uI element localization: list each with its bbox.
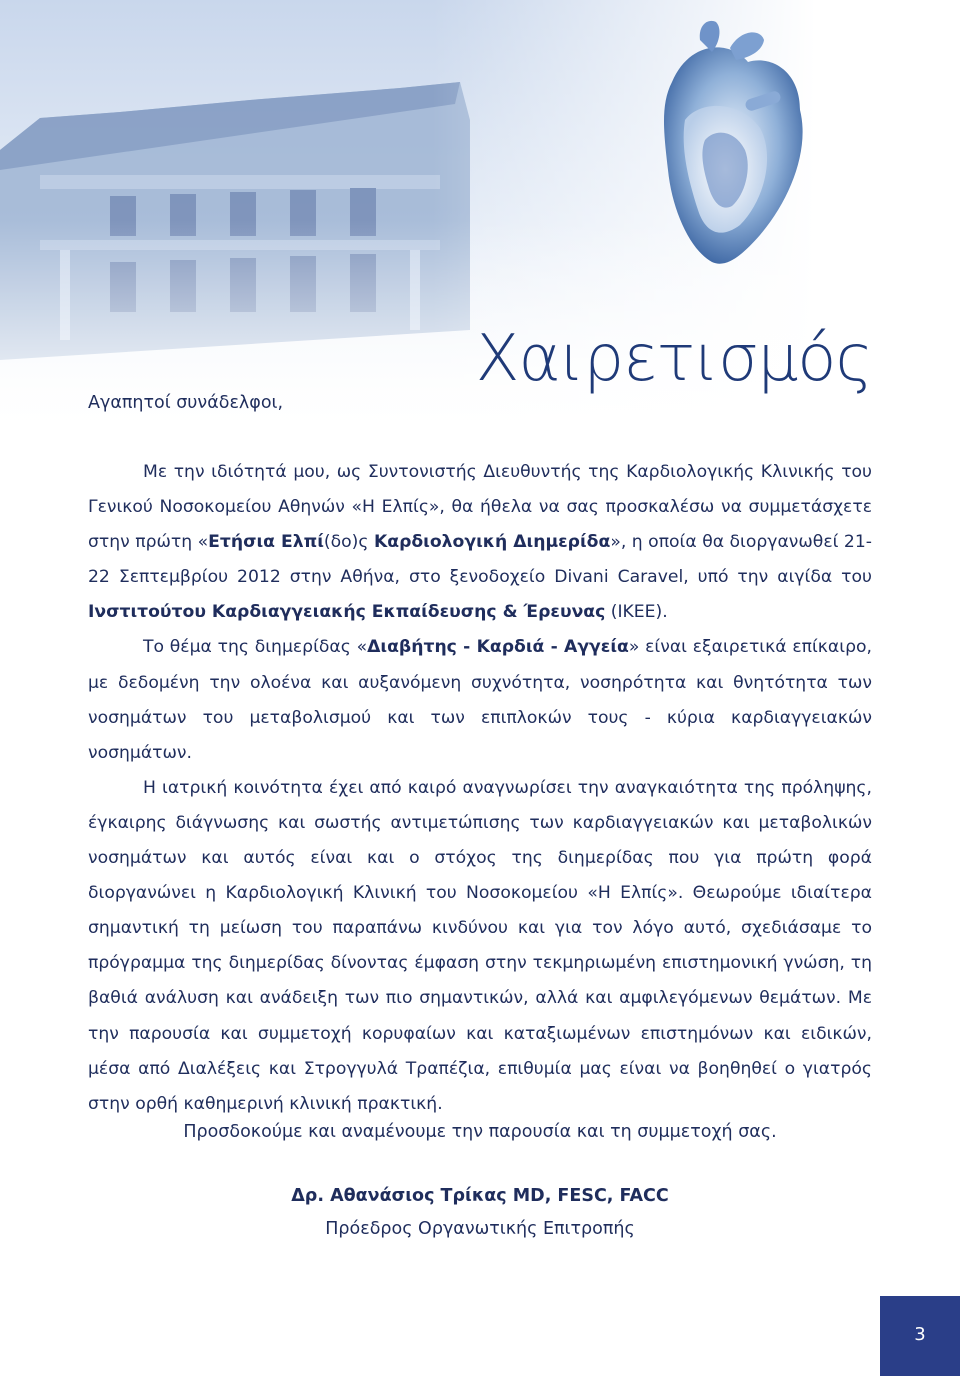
signature-name: Δρ. Αθανάσιος Τρίκας MD, FESC, FACC	[291, 1186, 669, 1206]
paragraph-1-text-1: Με την ιδιότητά μου, ως Συντονιστής Διευθυντής της Καρδιολογικής Κλινικής του Γενικού Νοσοκομείου Αθηνών «Η Ελπίς», θα ήθελα να σας προσκαλέσω να συμμετάσχετε στην πρώτη «	[88, 462, 872, 553]
letter-body	[88, 455, 872, 1122]
greeting: Αγαπητοί συνάδελφοι,	[88, 393, 284, 413]
paragraph-1	[88, 455, 872, 630]
event-name-part-1: Ετήσια Ελπί	[208, 532, 324, 553]
paragraph-1-text-3: », η οποία θα διοργανωθεί 21-22 Σεπτεμβρίου 2012 στην Αθήνα, στο ξενοδοχείο Divani Caravel, υπό την αιγίδα του	[88, 532, 872, 588]
paragraph-2-text-1: Το θέμα της διημερίδας «	[143, 637, 368, 658]
paragraph-3: Η ιατρική κοινότητα έχει από καιρό αναγνωρίσει την αναγκαιότητα της πρόληψης, έγκαιρης διάγνωσης και σωστής αντιμετώπισης των καρδιαγγειακών και μεταβολικών νοσημάτων και αυτός είναι και ο στόχος της διημερίδας που για πρώτη φορά διοργανώνει η Καρδιολογική Κλινική του Νοσοκομείου «Η Ελπίς». Θεωρούμε ιδιαίτερα σημαντική τη μείωση του παραπάνω κινδύνου και για τον λόγο αυτό, σχεδιάσαμε το πρόγραμμα της διημερίδας δίνοντας έμφαση στην τεκμηριωμένη επιστημονική γνώση, τη βαθιά ανάλυση και ανάδειξη των πιο σημαντικών, αλλά και αμφιλεγόμενων θεμάτων. Με την παρουσία και συμμετοχή κορυφαίων και καταξιωμένων επιστημόνων και ειδικών, μέσα από Διαλέξεις και Στρογγυλά Τραπέζια, επιθυμία μας είναι να βοηθηθεί ο γιατρός στην ορθή καθημερινή κλινική πρακτική.	[88, 777, 872, 1114]
topic-name: Διαβήτης - Καρδιά - Αγγεία	[367, 637, 629, 658]
signature-role: Πρόεδρος Οργανωτικής Επιτροπής	[325, 1219, 635, 1239]
page-number: 3	[914, 1324, 926, 1345]
page-number-badge	[880, 1296, 960, 1376]
event-name-part-2: Καρδιολογική Διημερίδα	[373, 532, 611, 553]
paragraph-2-text-2: » είναι εξαιρετικά επίκαιρο, με δεδομένη την ολοένα και αυξανόμενη συχνότητα, νοσηρότητα και θνητότητα των νοσημάτων του μεταβολισμού και των επιπλοκών τους - κύρια καρδιαγγειακών νοσημάτων.	[88, 637, 872, 763]
closing-line: Προσδοκούμε και αναμένουμε την παρουσία και τη συμμετοχή σας.	[183, 1122, 777, 1142]
page-title: Χαιρετισμός	[475, 322, 872, 396]
paragraph-1-text-2: (δο)ς	[323, 532, 374, 553]
paragraph-1-text-4: (ΙΚΕΕ).	[605, 602, 668, 623]
paragraph-2	[88, 630, 872, 770]
institute-name: Ινστιτούτου Καρδιαγγειακής Εκπαίδευσης & Έρευνας	[88, 602, 606, 623]
